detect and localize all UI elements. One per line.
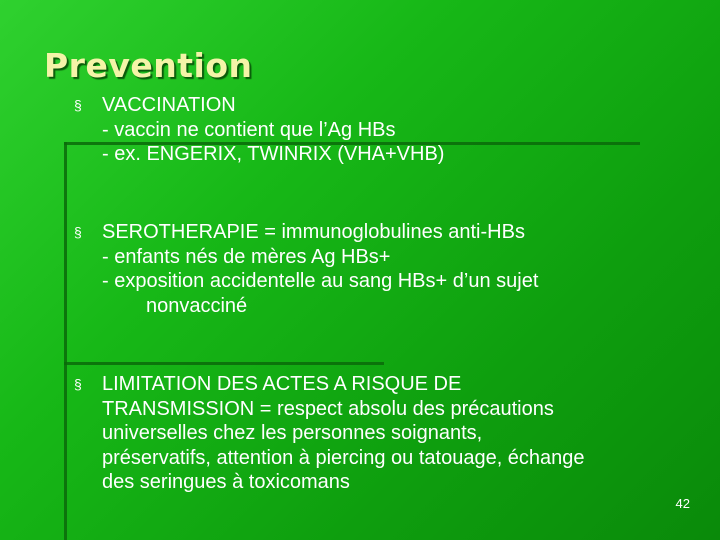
bullet-subline: - ex. ENGERIX, TWINRIX (VHA+VHB) [102, 143, 445, 165]
decorative-line-middle [64, 362, 384, 365]
bullet-subline: - exposition accidentelle au sang HBs+ d’un sujet [102, 270, 539, 292]
bullet-icon: § [74, 97, 82, 113]
page-number: 42 [675, 496, 690, 511]
bullet-text [102, 372, 585, 495]
bullet-line: universelles chez les personnes soignants, [102, 422, 483, 444]
bullet-icon: § [74, 224, 82, 240]
bullet-heading: VACCINATION [102, 94, 236, 116]
decorative-line-left [64, 142, 67, 540]
bullet-line: préservatifs, attention à piercing ou tatouage, échange [102, 446, 585, 469]
bullet-text [102, 220, 538, 318]
bullet-text [102, 93, 444, 167]
bullet-line: des seringues à toxicomans [102, 471, 350, 493]
bullet-line: LIMITATION DES ACTES A RISQUE DE [102, 373, 462, 395]
bullet-line: TRANSMISSION = respect absolu des précautions [102, 397, 554, 420]
slide-title: Prevention [44, 46, 253, 85]
bullet-subline-continued: nonvacciné [146, 294, 248, 317]
bullet-subline: - enfants nés de mères Ag HBs+ [102, 245, 391, 268]
bullet-heading: SEROTHERAPIE = immunoglobulines anti-HBs [102, 221, 525, 243]
bullet-subline: - vaccin ne contient que l’Ag HBs [102, 118, 396, 141]
bullet-icon: § [74, 376, 82, 392]
